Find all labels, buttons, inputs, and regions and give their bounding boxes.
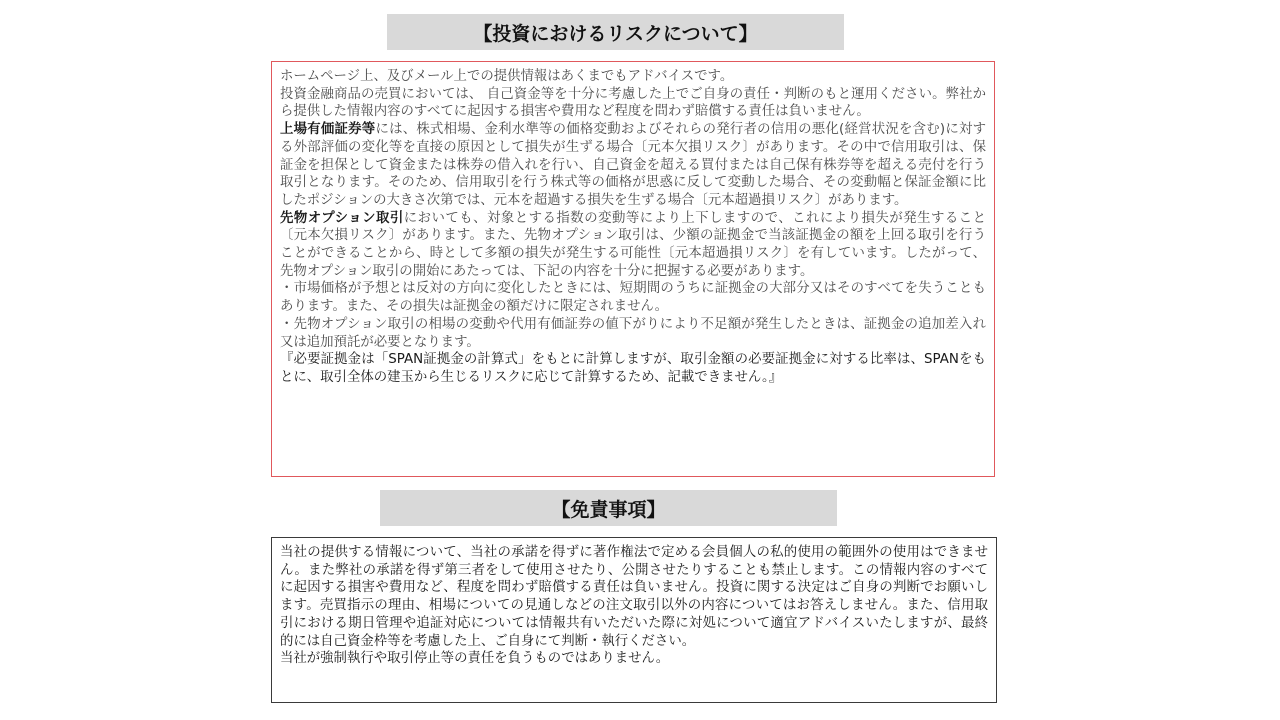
risk-bullet-margin-call: ・先物オプション取引の相場の変動や代用有価証券の値下がりにより不足額が発生したときは、証拠金の追加差入れ又は追加預託が必要となります。 xyxy=(280,316,986,350)
risk-paragraph-advice: ホームページ上、及びメール上での提供情報はあくまでもアドバイスです。 xyxy=(280,69,734,84)
disclaimer-section-title: 【免責事項】 xyxy=(380,490,837,526)
risk-paragraph-responsibility: 投資金融商品の売買においては、 自己資金等を十分に考慮した上でご自身の責任・判断のもと運用ください。弊社から提供した情報内容のすべてに起因する損害や費用など程度を問わず賠償する責任は負いません。 xyxy=(280,86,986,120)
disclaimer-paragraph-enforcement: 当社が強制執行や取引停止等の責任を負うものではありません。 xyxy=(280,651,670,667)
futures-options-text: においても、対象とする指数の変動等により上下しますので、これにより損失が発生すること〔元本欠損リスク〕があります。また、先物オプション取引は、少額の証拠金で当該証拠金の額を上回る取引を行うことができることから、時として多額の損失が発生する可能性〔元本超過損リスク〕を有しています。したがって、先物オプション取引の開始にあたっては、下記の内容を十分に把握する必要があります。 xyxy=(280,210,986,279)
risk-disclosure-box xyxy=(271,61,995,477)
listed-securities-text: には、株式相場、金利水準等の価格変動およびそれらの発行者の信用の悪化(経営状況を含む)に対する外部評価の変化等を直接の原因として損失が生ずる場合〔元本欠損リスク〕があります。その中で信用取引は、保証金を担保として資金または株券の借入れを行い、自己資金を超える買付または自己保有株券等を超える売付を行う取引となります。そのため、信用取引を行う株式等の価格が思惑に反して変動した場合、その変動幅と保証金額に比したポジションの大きさ次第では、元本を超過する損失を生ずる場合〔元本超過損リスク〕があります。 xyxy=(280,122,986,208)
risk-bullet-market-price: ・市場価格が予想とは反対の方向に変化したときには、短期間のうちに証拠金の大部分又はそのすべてを失うこともあります。また、その損失は証拠金の額だけに限定されません。 xyxy=(280,281,986,315)
risk-section-title: 【投資におけるリスクについて】 xyxy=(387,14,844,50)
futures-options-term: 先物オプション取引 xyxy=(280,210,404,226)
disclaimer-box xyxy=(271,537,997,703)
disclaimer-paragraph-main: 当社の提供する情報について、当社の承諾を得ずに著作権法で定める会員個人の私的使用の範囲外の使用はできません。また弊社の承諾を得ず第三者をして使用させたり、公開させたりすることも禁止します。この情報内容のすべてに起因する損害や費用など、程度を問わず賠償する責任は負いません。投資に関する決定はご自身の判断でお願いします。売買指示の理由、相場についての見通しなどの注文取引以外の内容についてはお答えしません。また、信用取引における期日管理や追証対応については情報共有いただいた際に対処について適宜アドバイスいたしますが、最終的には自己資金枠等を考慮した上、ご自身にて判断・執行ください。 xyxy=(280,545,988,649)
span-margin-note: 『必要証拠金は「SPAN証拠金の計算式」をもとに計算しますが、取引金額の必要証拠金に対する比率は、SPANをもとに、取引全体の建玉から生じるリスクに応じて計算するため、記載できません。』 xyxy=(280,352,986,385)
listed-securities-term: 上場有価証券等 xyxy=(280,122,376,138)
risk-paragraph-futures-options xyxy=(280,210,986,281)
risk-paragraph-listed-securities xyxy=(280,121,986,210)
